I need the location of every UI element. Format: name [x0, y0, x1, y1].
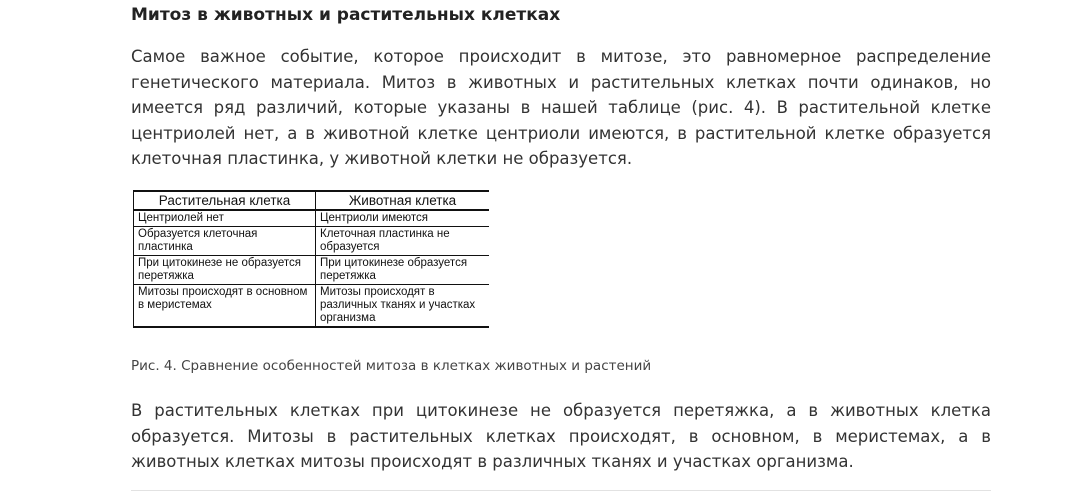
table-row [134, 256, 490, 285]
header-animal-cell: Животная клетка [316, 191, 490, 210]
table-cell-animal: Клеточная пластинка не образуется [316, 227, 490, 256]
header-plant-cell: Растительная клетка [134, 191, 316, 210]
table-row [134, 285, 490, 328]
table-cell-plant: Центриолей нет [134, 210, 316, 227]
section-divider [131, 490, 991, 491]
comparison-table [133, 190, 489, 328]
table-cell-plant: При цитокинезе не образуется перетяжка [134, 256, 316, 285]
intro-paragraph: Самое важное событие, которое происходит в митозе, это равномерное распределение генетического материала. Митоз в животных и растительных клетках почти одинаков, но имеется ряд различий, которые указаны в нашей таблице (рис. 4). В растительной клетке центриолей нет, а в животной клетке центриоли имеются, в растительной клетке образуется клеточная пластинка, у животной клетки не образуется. [131, 47, 991, 168]
table-cell-plant: Образуется клеточная пластинка [134, 227, 316, 256]
table-cell-animal: Митозы происходят в различных тканях и участках организма [316, 285, 490, 328]
table-cell-animal: Центриоли имеются [316, 210, 490, 227]
table-cell-animal: При цитокинезе образуется перетяжка [316, 256, 490, 285]
table-row [134, 210, 490, 227]
section-heading: Митоз в животных и растительных клетках [131, 5, 561, 25]
conclusion-paragraph: В растительных клетках при цитокинезе не образуется перетяжка, а в животных клетка образуется. Митозы в растительных клетках происходят, в основном, в меристемах, а в животных клетках митозы происходят в различных тканях и участках организма. [131, 401, 991, 471]
comparison-figure [133, 190, 489, 331]
table-header-row [134, 191, 490, 210]
table-row [134, 227, 490, 256]
table-cell-plant: Митозы происходят в основном в меристемах [134, 285, 316, 328]
figure-caption: Рис. 4. Сравнение особенностей митоза в клетках животных и растений [131, 358, 652, 374]
